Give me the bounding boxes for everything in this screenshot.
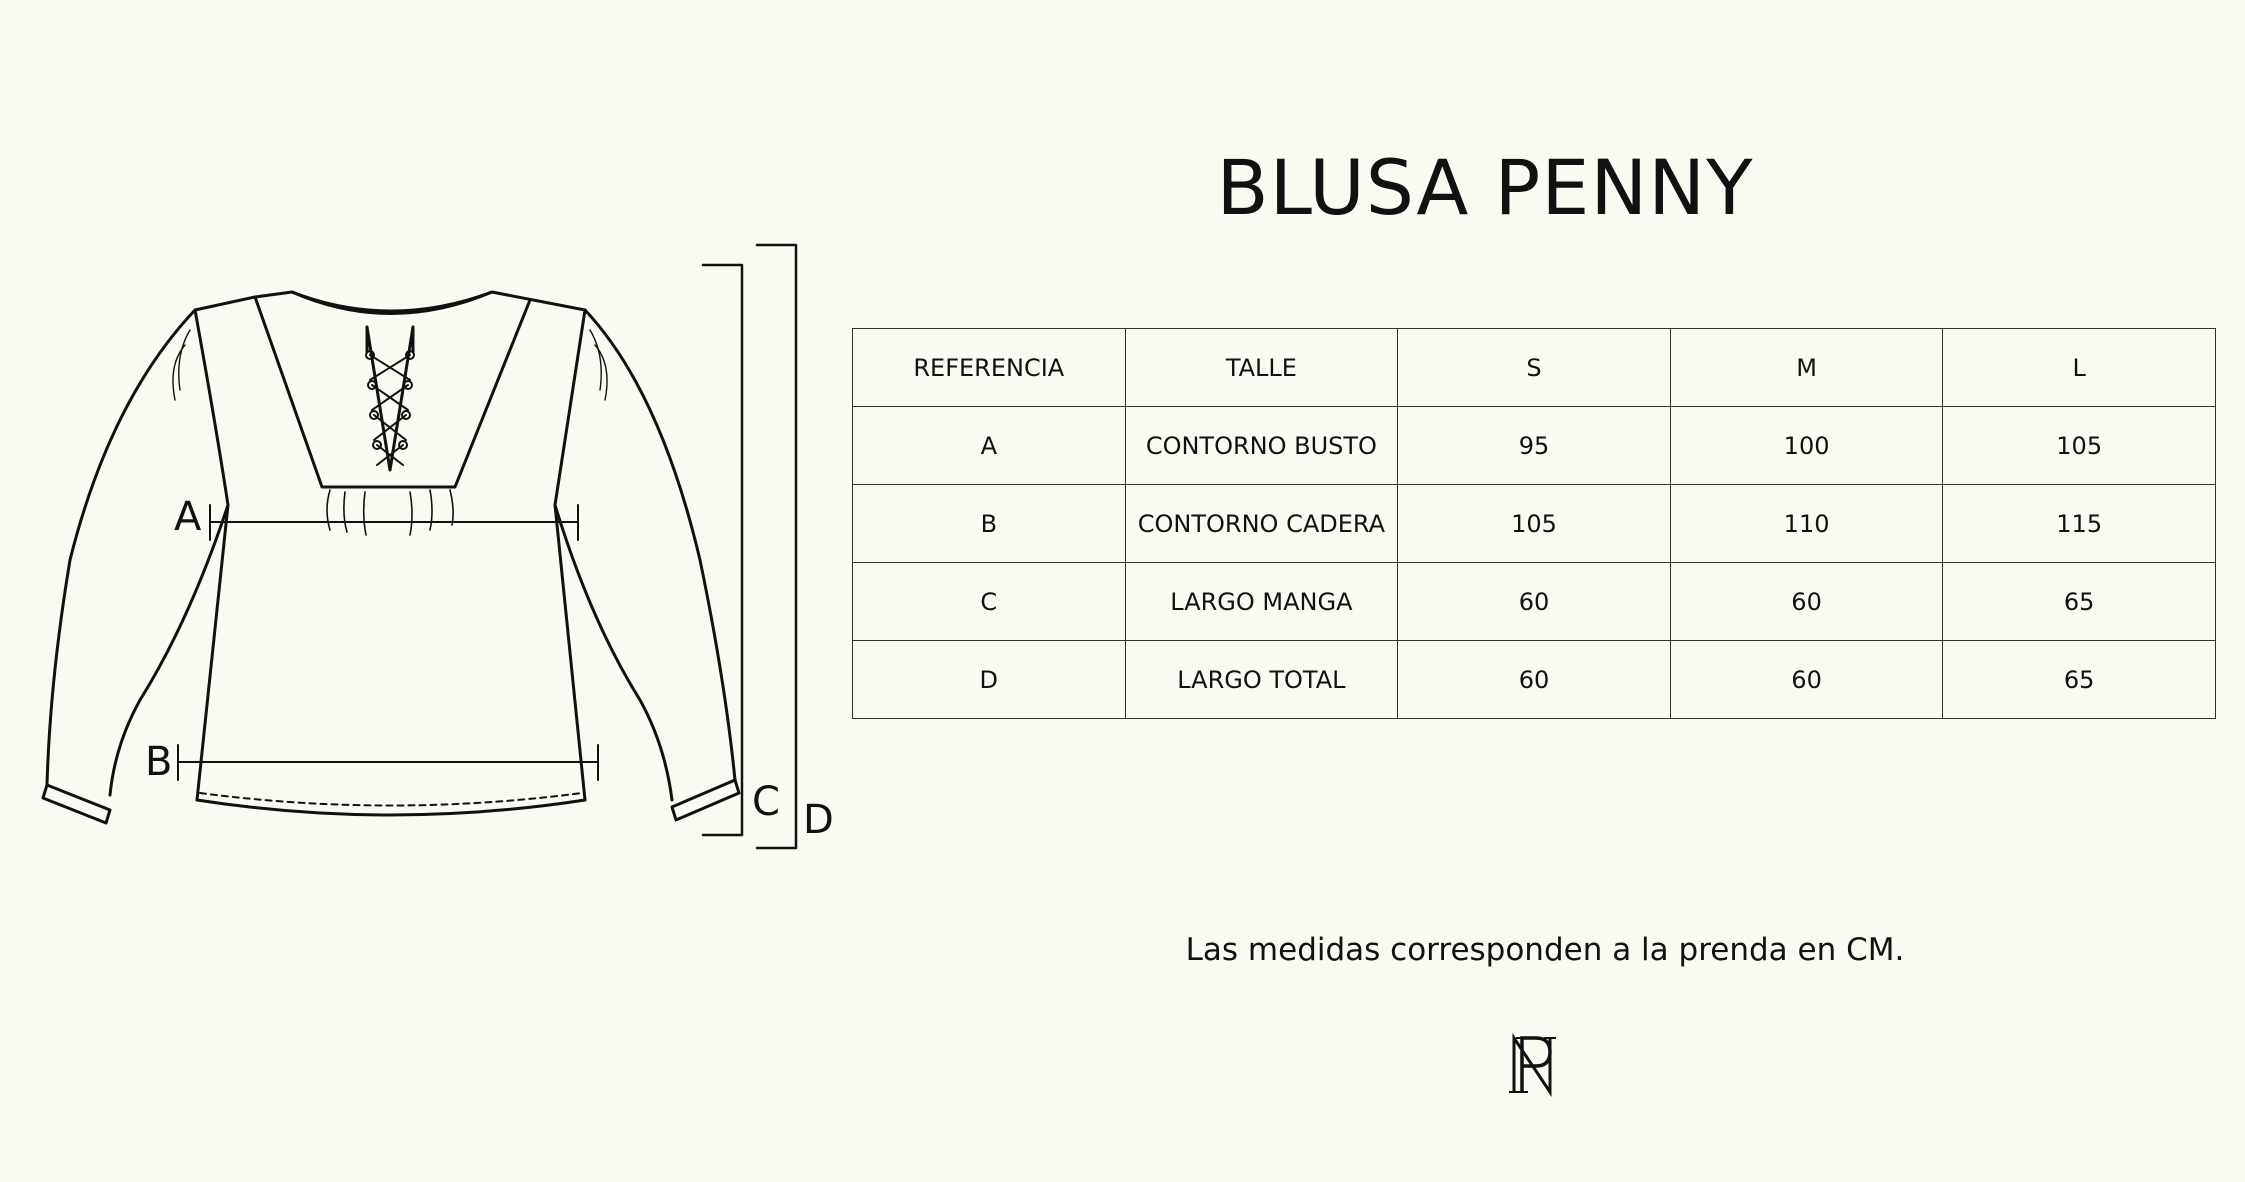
label-a: A	[174, 494, 202, 540]
header-cell: TALLE	[1125, 329, 1398, 407]
table-cell: 100	[1670, 407, 1943, 485]
table-cell: 105	[1398, 485, 1671, 563]
header-cell: L	[1943, 329, 2216, 407]
table-header-row	[853, 329, 2216, 407]
table-cell: 110	[1670, 485, 1943, 563]
table-cell: 65	[1943, 563, 2216, 641]
table-cell: C	[853, 563, 1126, 641]
label-b: B	[145, 739, 173, 785]
table-cell: 105	[1943, 407, 2216, 485]
table-cell: 60	[1398, 563, 1671, 641]
pn-monogram-logo	[1500, 1030, 1570, 1100]
table-cell: 60	[1670, 563, 1943, 641]
page-title: BLUSA PENNY	[1216, 143, 1754, 232]
measure-bracket-d	[757, 245, 796, 848]
table-cell: LARGO MANGA	[1125, 563, 1398, 641]
table-cell: 60	[1670, 641, 1943, 719]
table-cell: 65	[1943, 641, 2216, 719]
size-table	[852, 328, 2216, 719]
measure-bracket-c	[703, 265, 742, 835]
measure-line-b	[178, 745, 598, 780]
table-row	[853, 641, 2216, 719]
table-row	[853, 407, 2216, 485]
table-cell: 115	[1943, 485, 2216, 563]
table-cell: CONTORNO BUSTO	[1125, 407, 1398, 485]
table-row	[853, 563, 2216, 641]
table-cell: A	[853, 407, 1126, 485]
garment-sketch	[0, 0, 880, 1182]
table-row	[853, 485, 2216, 563]
table-cell: CONTORNO CADERA	[1125, 485, 1398, 563]
table-cell: LARGO TOTAL	[1125, 641, 1398, 719]
measure-line-a	[210, 505, 578, 540]
header-cell: REFERENCIA	[853, 329, 1126, 407]
label-d: D	[803, 797, 834, 843]
table-cell: 60	[1398, 641, 1671, 719]
table-cell: 95	[1398, 407, 1671, 485]
measurement-note: Las medidas corresponden a la prenda en CM.	[1185, 932, 1905, 968]
header-cell: M	[1670, 329, 1943, 407]
table-cell: D	[853, 641, 1126, 719]
header-cell: S	[1398, 329, 1671, 407]
table-cell: B	[853, 485, 1126, 563]
label-c: C	[752, 779, 780, 825]
